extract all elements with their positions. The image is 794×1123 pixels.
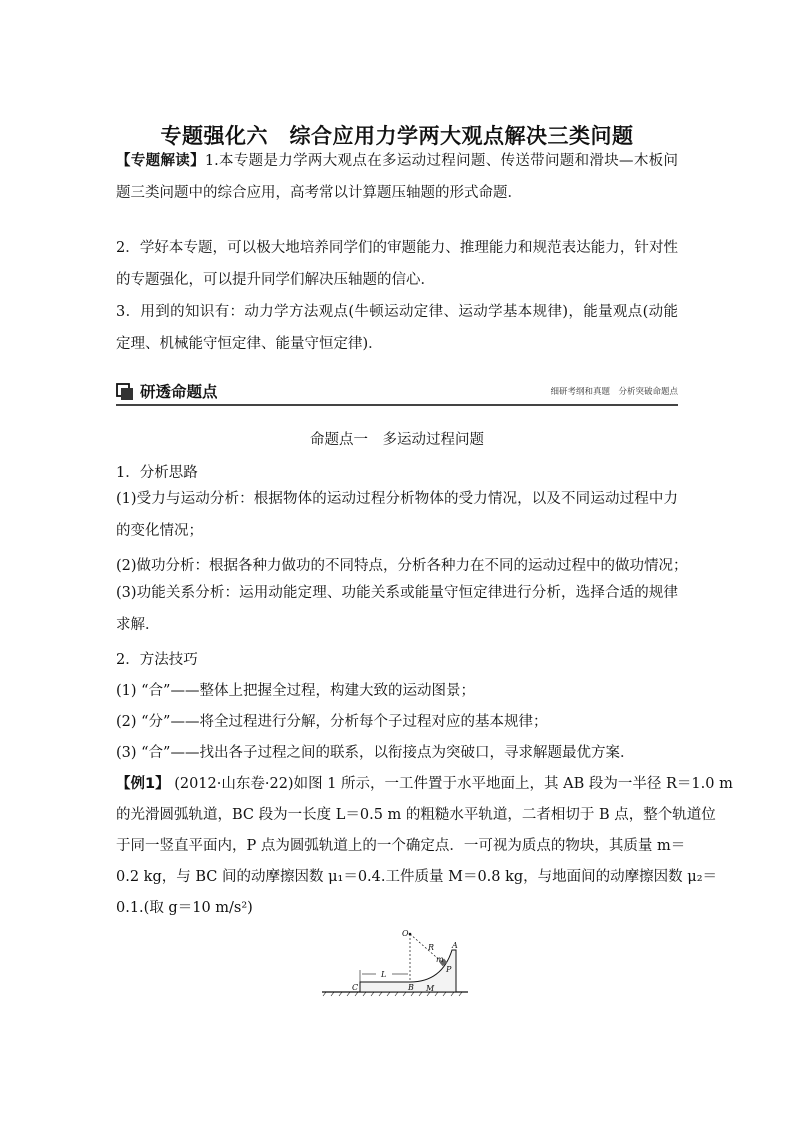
example-tag: 【例1】 xyxy=(116,776,170,792)
label-b: B xyxy=(408,983,414,992)
heading-method: 2．方法技巧 xyxy=(116,652,198,668)
label-m-big: M xyxy=(426,984,435,993)
intro-paragraph-3: 3．用到的知识有：动力学方法观点(牛顿运动定律、运动学基本规律)，能量观点(动能定理、机械能守恒定律、能量守恒定律)． xyxy=(116,304,678,352)
page-title: 专题强化六 综合应用力学两大观点解决三类问题 xyxy=(160,124,634,148)
banner-square-icon xyxy=(116,383,134,401)
example-line-3: 于同一竖直平面内，P 点为圆弧轨道上的一个确定点．一可视为质点的物块，其质量 m＝ xyxy=(116,838,686,854)
section-banner xyxy=(116,380,678,404)
method-tip-1: (1) “合”——整体上把握全过程，构建大致的运动图景； xyxy=(116,683,475,699)
intro-tag: 【专题解读】 xyxy=(116,153,205,169)
label-l: L xyxy=(381,970,387,979)
analysis-item-2: (2)做功分析：根据各种力做功的不同特点，分析各种力在不同的运动过程中的做功情况； xyxy=(116,558,688,574)
label-m-small: m xyxy=(436,955,444,964)
section-title: 命题点一 多运动过程问题 xyxy=(310,432,484,448)
banner-divider xyxy=(116,404,678,406)
center-point-o xyxy=(409,933,412,936)
example-line-5: 0.1.(取 g＝10 m/s²) xyxy=(116,900,253,916)
heading-analysis: 1．分析思路 xyxy=(116,465,198,481)
label-a: A xyxy=(452,941,458,950)
label-c: C xyxy=(352,983,359,992)
example-line-2: 的光滑圆弧轨道，BC 段为一长度 L＝0.5 m 的粗糙水平轨道，二者相切于 B 点，整个轨道位 xyxy=(116,807,716,823)
banner-subtitle: 细研考纲和真题 分析突破命题点 xyxy=(550,387,678,397)
label-o: O xyxy=(402,929,409,938)
method-tip-3: (3) “合”——找出各子过程之间的联系，以衔接点为突破口，寻求解题最优方案． xyxy=(116,745,635,761)
analysis-item-3: (3)功能关系分析：运用动能定理、功能关系或能量守恒定律进行分析，选择合适的规律求解． xyxy=(116,585,678,633)
example-line-4: 0.2 kg，与 BC 间的动摩擦因数 μ₁＝0.4.工件质量 M＝0.8 kg，与地面间的动摩擦因数 μ₂＝ xyxy=(116,869,718,885)
intro-text-1: 1.本专题是力学两大观点在多运动过程问题、传送带问题和滑块—木板问题三类问题中的综合应用，高考常以计算题压轴题的形式命题． xyxy=(116,153,678,201)
label-p: P xyxy=(446,965,452,974)
label-r: R xyxy=(428,943,435,952)
analysis-item-1: (1)受力与运动分析：根据物体的运动过程分析物体的受力情况，以及不同运动过程中力的变化情况； xyxy=(116,491,678,539)
intro-paragraph-2: 2．学好本专题，可以极大地培养同学们的审题能力、推理能力和规范表达能力，针对性的专题强化，可以提升同学们解决压轴题的信心． xyxy=(116,240,678,288)
intro-paragraph-1 xyxy=(116,146,678,209)
banner-title: 研透命题点 xyxy=(140,383,218,401)
example-line-1: 【例1】 (2012·山东卷·22)如图 1 所示，一工件置于水平地面上，其 AB 段为一半径 R＝1.0 m xyxy=(116,776,733,792)
figure-1-diagram xyxy=(320,924,470,1000)
method-tip-2: (2) “分”——将全过程进行分解，分析每个子过程对应的基本规律； xyxy=(116,714,548,730)
